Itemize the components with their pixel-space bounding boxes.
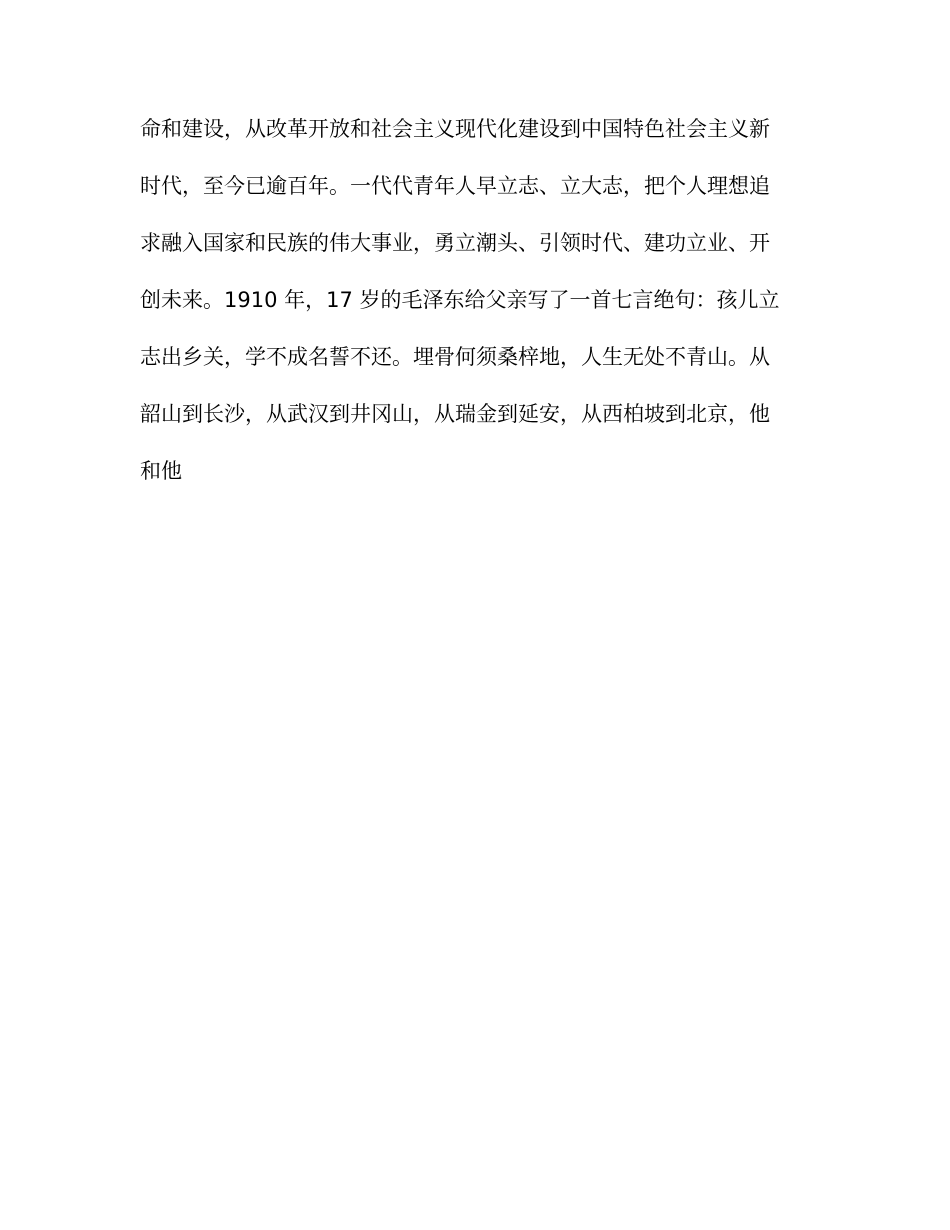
text-line: 韶山到长沙，从武汉到井冈山，从瑞金到延安，从西柏坡到北京，他 <box>140 402 770 426</box>
text-line: 命和建设，从改革开放和社会主义现代化建设到中国特色社会主义新 <box>140 117 770 141</box>
text-line: 时代，至今已逾百年。一代代青年人早立志、立大志，把个人理想追 <box>140 174 770 198</box>
body-paragraph <box>140 108 820 507</box>
text-line: 和他 <box>140 459 182 483</box>
text-line: 求融入国家和民族的伟大事业，勇立潮头、引领时代、建功立业、开 <box>140 231 770 255</box>
text-line: 志出乡关，学不成名誓不还。埋骨何须桑梓地，人生无处不青山。从 <box>140 345 770 369</box>
text-line: 创未来。1910 年，17 岁的毛泽东给父亲写了一首七言绝句：孩儿立 <box>140 288 780 312</box>
